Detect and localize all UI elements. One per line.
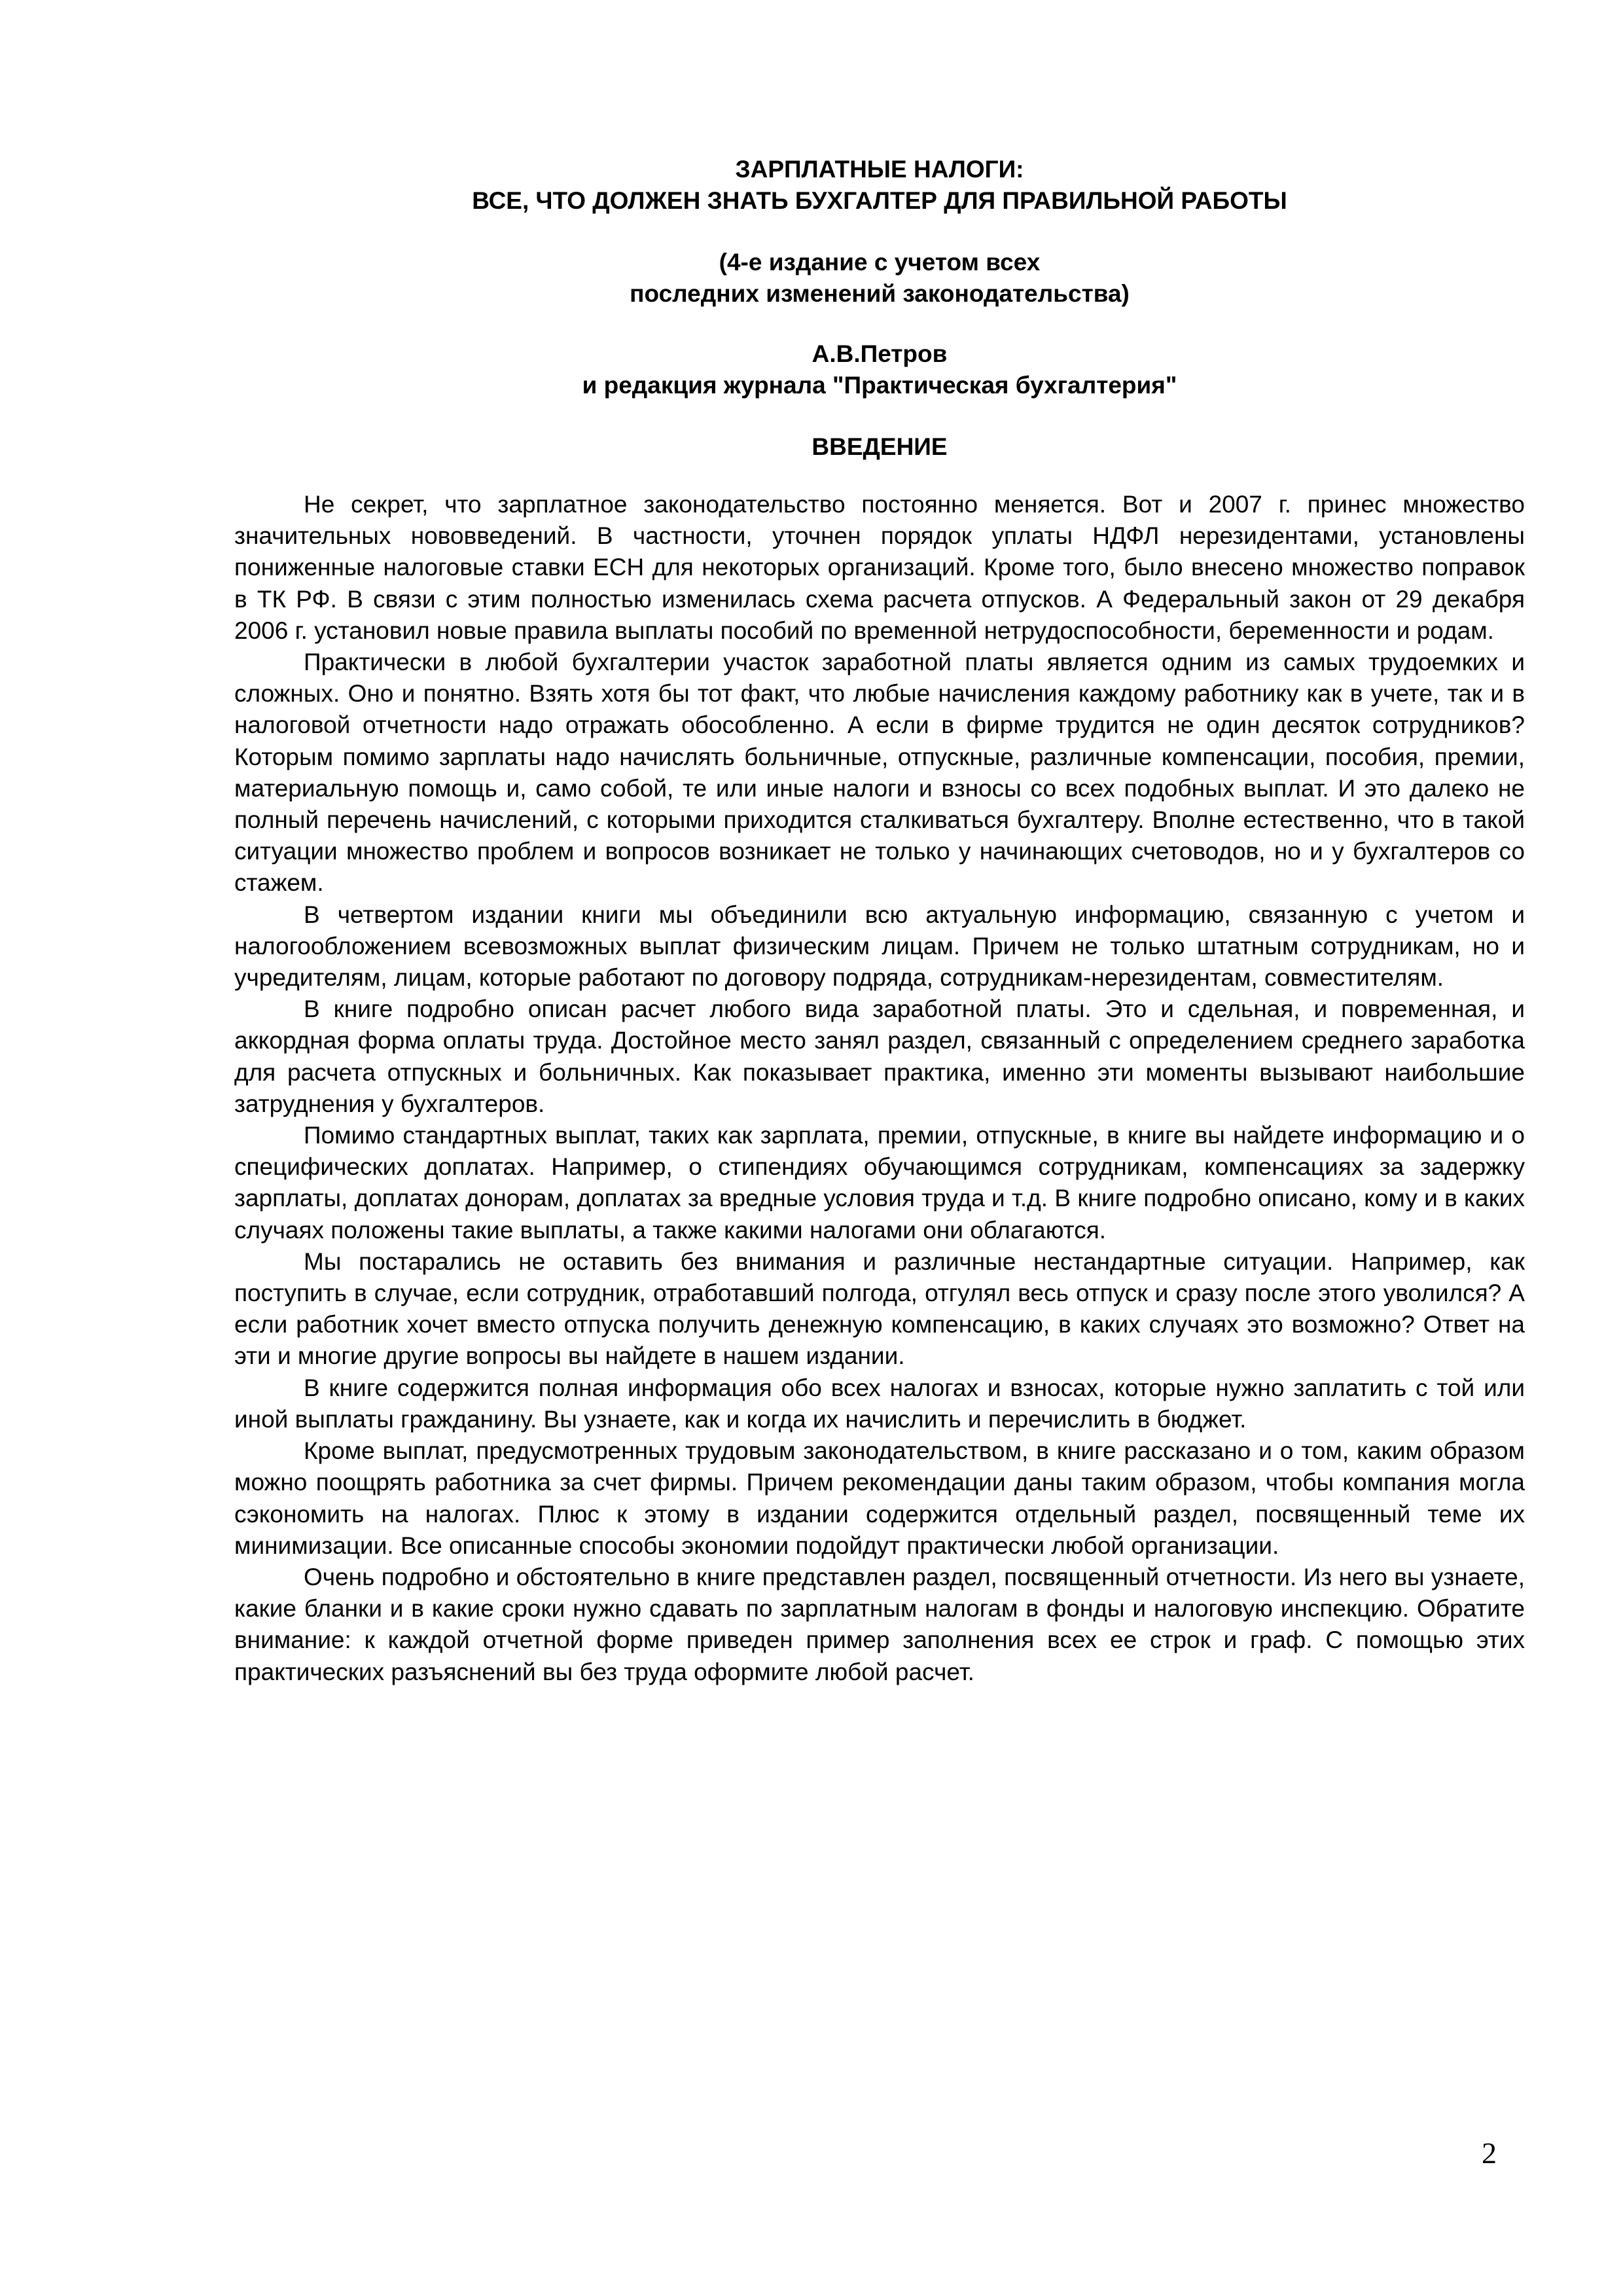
page-number: 2 — [1482, 2136, 1497, 2170]
book-title-line-1: ЗАРПЛАТНЫЕ НАЛОГИ: — [735, 156, 1024, 183]
paragraph: Очень подробно и обстоятельно в книге представлен раздел, посвященный отчетности. Из него вы узнаете, какие бланки и в какие сроки нужно сдавать по зарплатным налогам в фонды и налоговую инспекцию. Обратите внимание: к каждой отчетной форме приведен пример заполнения всех ее строк и граф. С помощью этих практических разъяснений вы без труда оформите любой расчет. — [234, 1563, 1525, 1685]
edition-note-line-1: (4-е издание с учетом всех — [719, 249, 1041, 276]
book-title-line-2: ВСЕ, ЧТО ДОЛЖЕН ЗНАТЬ БУХГАЛТЕР ДЛЯ ПРАВИЛЬНОЙ РАБОТЫ — [472, 187, 1287, 214]
paragraph: В книге подробно описан расчет любого вида заработной платы. Это и сдельная, и повременная, и аккордная форма оплаты труда. Достойное место занял раздел, связанный с определением среднего заработка для расчета отпускных и больничных. Как показывает практика, именно эти моменты вызывают наибольшие затруднения у бухгалтеров. — [234, 996, 1525, 1117]
paragraph: Помимо стандартных выплат, таких как зарплата, премии, отпускные, в книге вы найдете информацию и о специфических доплатах. Например, о стипендиях обучающимся сотрудникам, компенсациях за задержку зарплаты, доплатах донорам, доплатах за вредные условия труда и т.д. В книге подробно описано, кому и в каких случаях положены такие выплаты, а также какими налогами они облагаются. — [234, 1122, 1525, 1244]
paragraph: Практически в любой бухгалтерии участок заработной платы является одним из самых трудоемких и сложных. Оно и понятно. Взять хотя бы тот факт, что любые начисления каждому работнику как в учете, так и в налоговой отчетности надо отражать обособленно. А если в фирме трудится не один десяток сотрудников? Которым помимо зарплаты надо начислять больничные, отпускные, различные компенсации, пособия, премии, материальную помощь и, само собой, те или иные налоги и взносы со всех подобных выплат. И это далеко не полный перечень начислений, с которыми приходится сталкиваться бухгалтеру. Вполне естественно, что в такой ситуации множество проблем и вопросов возникает не только у начинающих счетоводов, но и у бухгалтеров со стажем. — [234, 649, 1525, 897]
paragraph: Кроме выплат, предусмотренных трудовым законодательством, в книге рассказано и о том, каким образом можно поощрять работника за счет фирмы. Причем рекомендации даны таким образом, чтобы компания могла сэкономить на налогах. Плюс к этому в издании содержится отдельный раздел, посвященный теме их минимизации. Все описанные способы экономии подойдут практически любой организации. — [234, 1437, 1525, 1559]
paragraph: Не секрет, что зарплатное законодательство постоянно меняется. Вот и 2007 г. принес множество значительных нововведений. В частности, уточнен порядок уплаты НДФЛ нерезидентами, установлены пониженные налоговые ставки ЕСН для некоторых организаций. Кроме того, было внесено множество поправок в ТК РФ. В связи с этим полностью изменилась схема расчета отпусков. А Федеральный закон от 29 декабря 2006 г. установил новые правила выплаты пособий по временной нетрудоспособности, беременности и родам. — [234, 491, 1525, 644]
body-text — [234, 489, 1525, 1688]
edition-note-line-2: последних изменений законодательства) — [630, 280, 1130, 307]
book-title — [234, 154, 1525, 217]
paragraph: В книге содержится полная информация обо всех налогах и взносах, которые нужно заплатить с той или иной выплаты гражданину. Вы узнаете, как и когда их начислить и перечислить в бюджет. — [234, 1374, 1525, 1433]
author-block — [234, 338, 1525, 401]
section-heading: ВВЕДЕНИЕ — [812, 433, 948, 460]
author-editorial: и редакция журнала "Практическая бухгалтерия" — [582, 372, 1177, 399]
paragraph: Мы постарались не оставить без внимания и различные нестандартные ситуации. Например, как поступить в случае, если сотрудник, отработавший полгода, отгулял весь отпуск и сразу после этого уволился? А если работник хочет вместо отпуска получить денежную компенсацию, в каких случаях это возможно? Ответ на эти и многие другие вопросы вы найдете в нашем издании. — [234, 1247, 1525, 1370]
author-name: А.В.Петров — [812, 340, 948, 367]
edition-note — [234, 247, 1525, 310]
paragraph: В четвертом издании книги мы объединили всю актуальную информацию, связанную с учетом и налогообложением всевозможных выплат физическим лицам. Причем не только штатным сотрудникам, но и учредителям, лицам, которые работают по договору подряда, сотрудникам-нерезидентам, совместителям. — [234, 901, 1525, 992]
document-page — [234, 154, 1525, 1688]
